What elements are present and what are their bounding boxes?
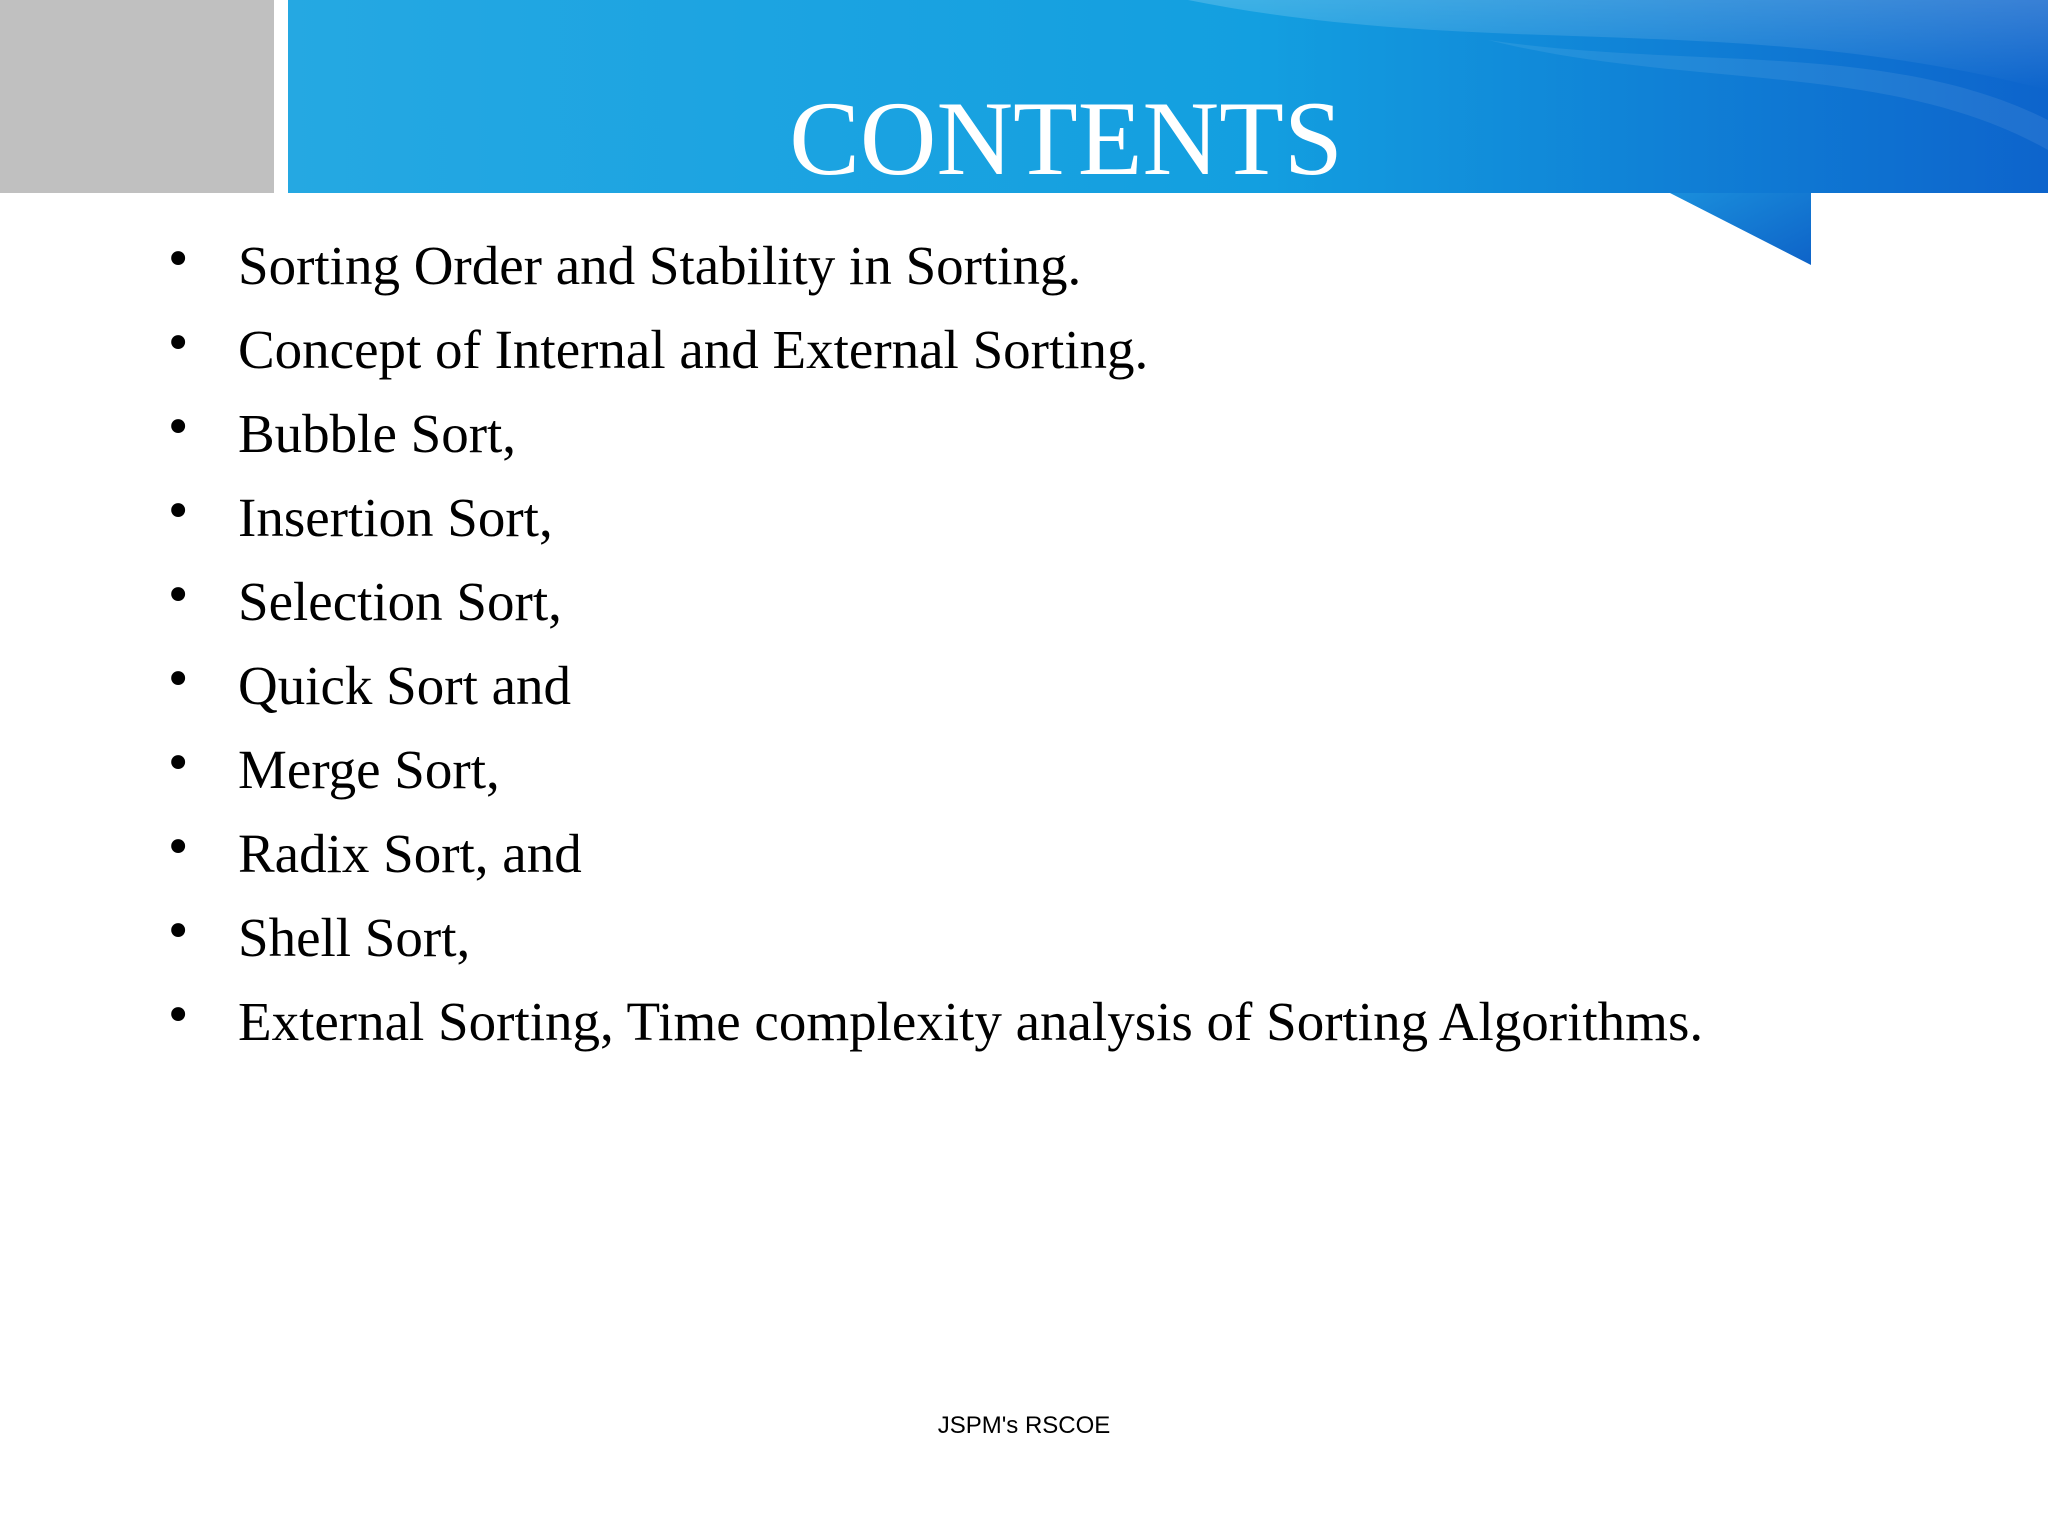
page-title: CONTENTS — [789, 80, 1343, 197]
bullet-icon: • — [164, 316, 193, 372]
list-item — [150, 986, 1750, 1058]
bullet-icon: • — [164, 736, 193, 792]
list-item — [150, 818, 1750, 890]
list-item-text: External Sorting, Time complexity analysis of Sorting Algorithms. — [238, 991, 1704, 1052]
list-item-text: Sorting Order and Stability in Sorting. — [238, 235, 1082, 296]
bullet-icon: • — [164, 904, 193, 960]
list-item-text: Radix Sort, and — [238, 823, 582, 884]
footer-text: JSPM's RSCOE — [937, 1412, 1111, 1439]
list-item — [150, 566, 1750, 638]
list-item — [150, 314, 1750, 386]
list-item-text: Shell Sort, — [238, 907, 471, 968]
list-item — [150, 482, 1750, 554]
list-item-text: Merge Sort, — [238, 739, 500, 800]
list-item-text: Concept of Internal and External Sorting. — [238, 319, 1149, 380]
list-item — [150, 650, 1750, 722]
list-item — [150, 230, 1750, 302]
bullet-icon: • — [164, 400, 193, 456]
list-item-text: Bubble Sort, — [238, 403, 517, 464]
bullet-icon: • — [164, 232, 193, 288]
bullet-icon: • — [164, 568, 193, 624]
list-item-text: Quick Sort and — [238, 655, 572, 716]
list-item — [150, 398, 1750, 470]
contents-list — [150, 230, 1750, 1070]
bullet-icon: • — [164, 988, 193, 1044]
bullet-icon: • — [164, 820, 193, 876]
list-item-text: Selection Sort, — [238, 571, 562, 632]
list-item — [150, 902, 1750, 974]
gray-corner-block — [0, 0, 274, 193]
list-item-text: Insertion Sort, — [238, 487, 553, 548]
bullet-icon: • — [164, 652, 193, 708]
bullet-icon: • — [164, 484, 193, 540]
list-item — [150, 734, 1750, 806]
